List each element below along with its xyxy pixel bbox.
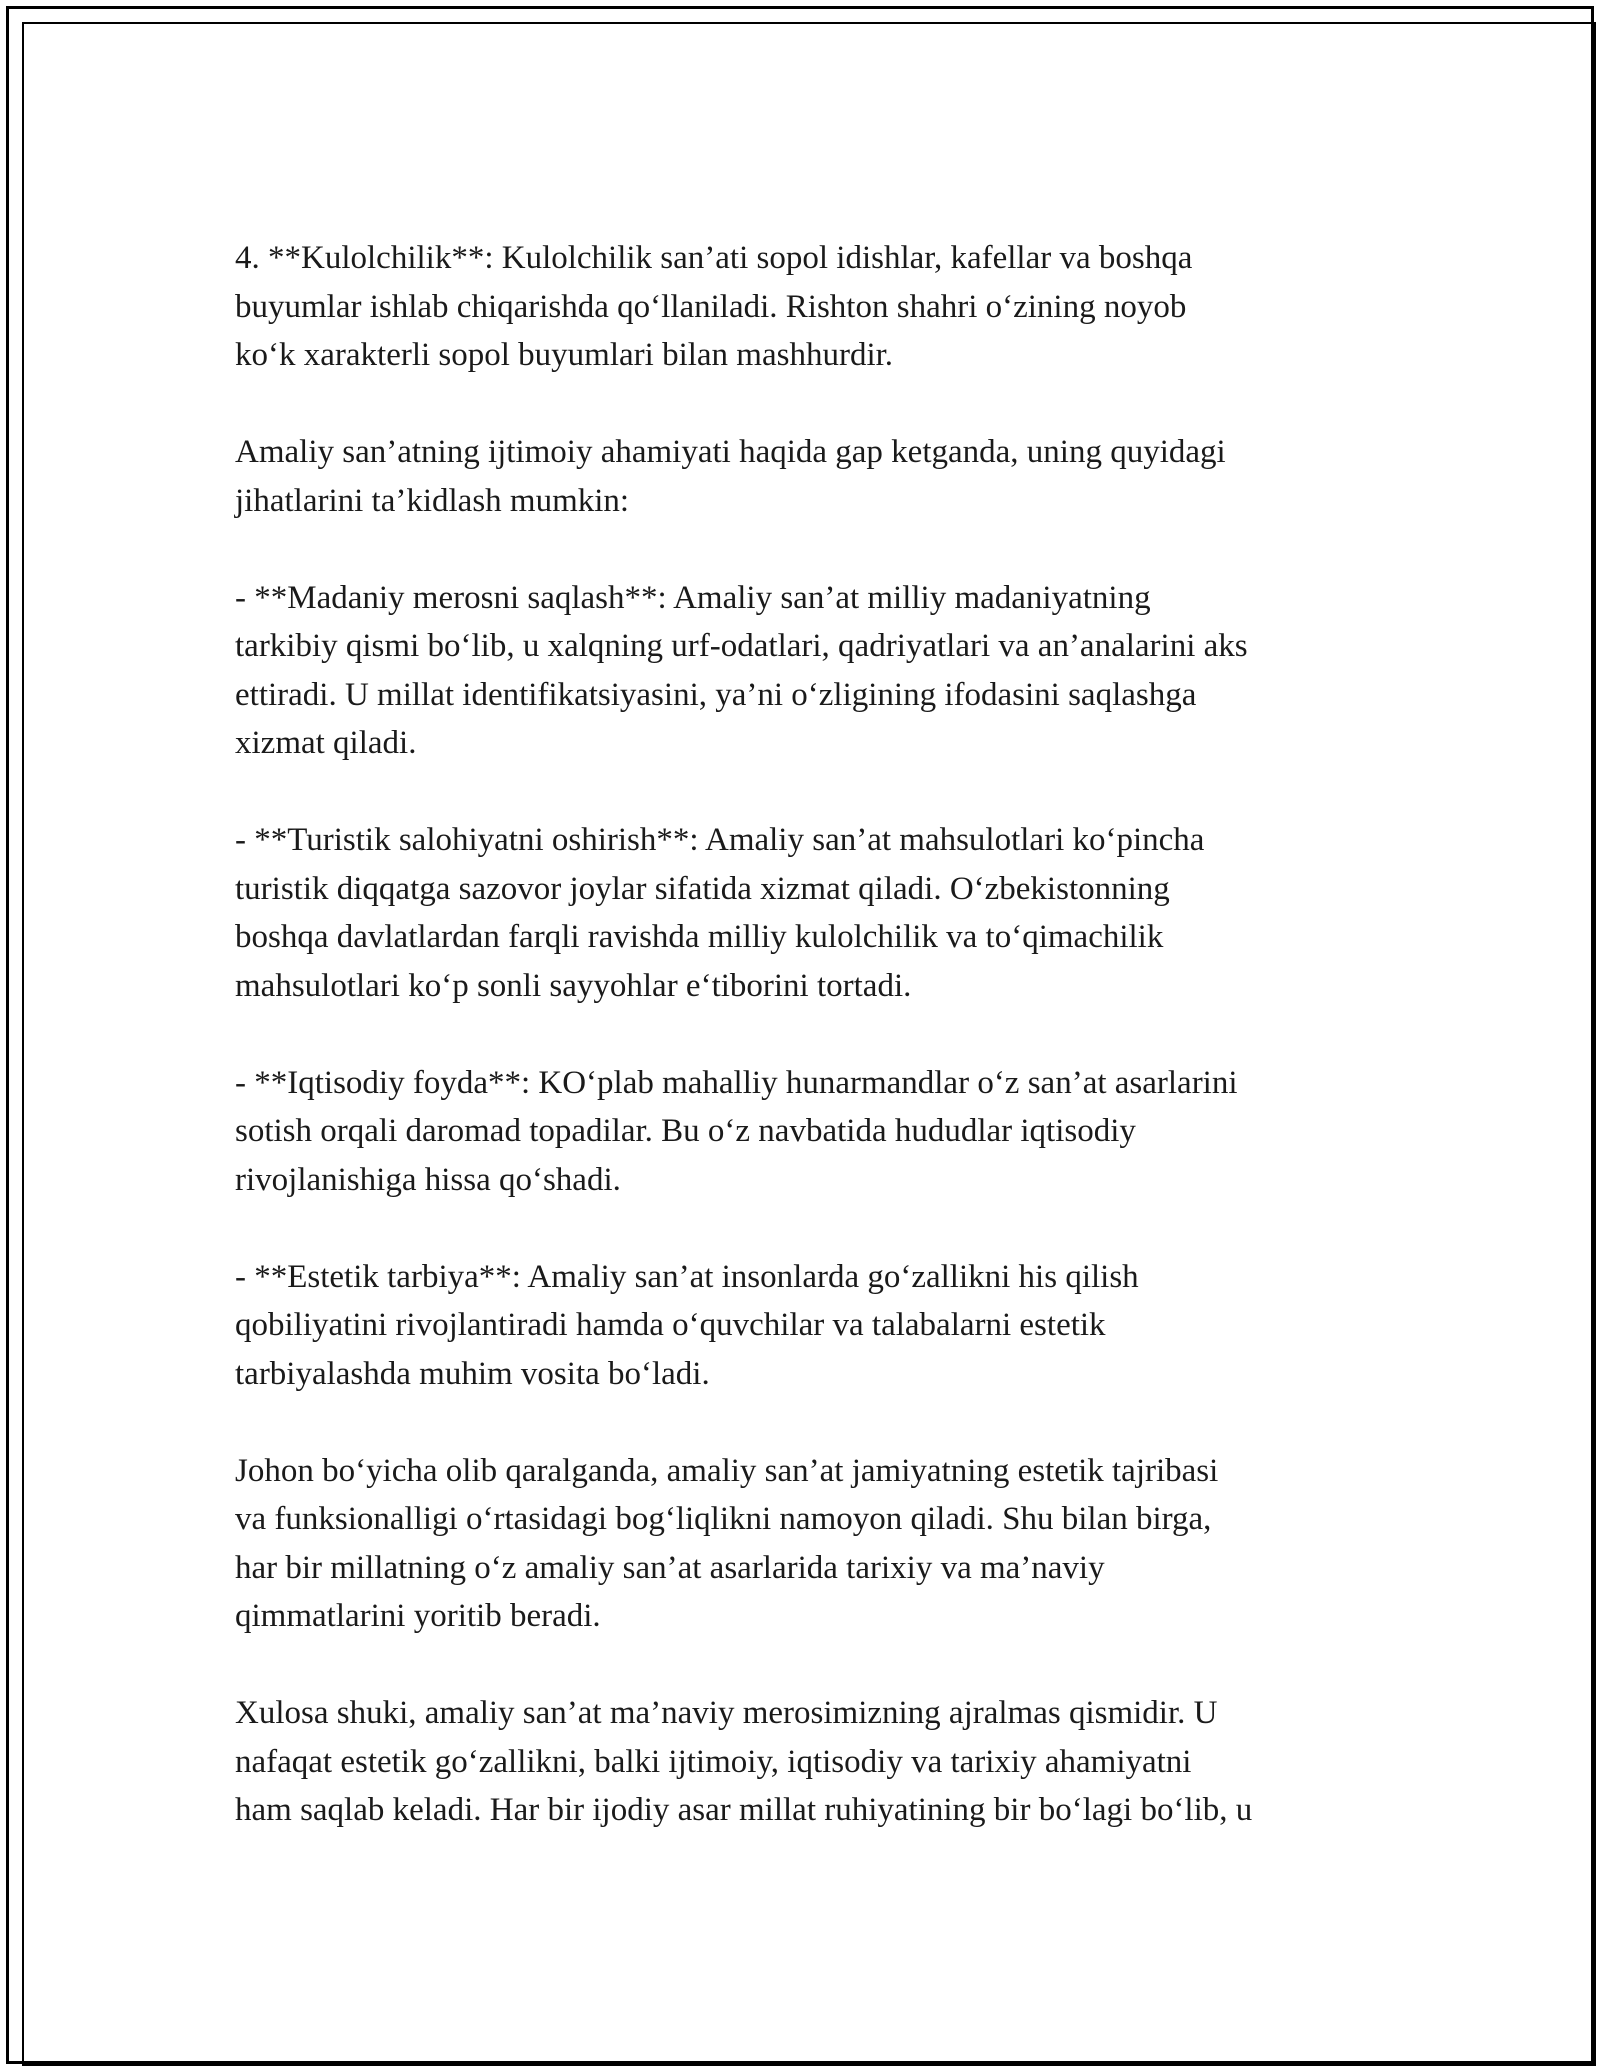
text-line: Amaliy san’atning ijtimoiy ahamiyati haqida gap ketganda, uning quyidagi <box>235 434 1226 470</box>
text-line: - **Iqtisodiy foyda**: KO‘plab mahalliy hunarmandlar o‘z san’at asarlarini <box>235 1064 1238 1101</box>
text-line: - **Estetik tarbiya**: Amaliy san’at insonlarda go‘zallikni his qilish <box>235 1258 1139 1295</box>
text-line: mahsulotlari ko‘p sonli sayyohlar e‘tiborini tortadi. <box>235 967 912 1004</box>
text-line: rivojlanishiga hissa qo‘shadi. <box>235 1161 621 1198</box>
text-line: tarkibiy qismi bo‘lib, u xalqning urf-odatlari, qadriyatlari va an’analarini aks <box>235 628 1248 664</box>
text-line: xizmat qiladi. <box>235 725 417 761</box>
text-line: qimmatlarini yoritib beradi. <box>235 1598 601 1634</box>
paragraph-global-view <box>235 1447 1410 1641</box>
text-line: nafaqat estetik go‘zallikni, balki ijtimoiy, iqtisodiy va tarixiy ahamiyatni <box>235 1743 1192 1780</box>
paragraph-cultural-heritage <box>235 574 1410 768</box>
text-line: sotish orqali daromad topadilar. Bu o‘z navbatida hududlar iqtisodiy <box>235 1113 1136 1149</box>
paragraph-social-importance-intro <box>235 428 1410 525</box>
text-line: Johon bo‘yicha olib qaralganda, amaliy san’at jamiyatning estetik tajribasi <box>235 1452 1219 1489</box>
text-line: tarbiyalashda muhim vosita bo‘ladi. <box>235 1355 710 1392</box>
paragraph-kulolchilik <box>235 234 1410 380</box>
text-line: - **Turistik salohiyatni oshirish**: Amaliy san’at mahsulotlari ko‘pincha <box>235 822 1205 858</box>
text-line: - **Madaniy merosni saqlash**: Amaliy san’at milliy madaniyatning <box>235 579 1151 616</box>
text-line: boshqa davlatlardan farqli ravishda milliy kulolchilik va to‘qimachilik <box>235 919 1164 955</box>
paragraph-aesthetic-education <box>235 1253 1410 1399</box>
text-line: ham saqlab keladi. Har bir ijodiy asar millat ruhiyatining bir bo‘lagi bo‘lib, u <box>235 1792 1253 1828</box>
document-body <box>235 234 1410 1883</box>
paragraph-tourism <box>235 816 1410 1010</box>
text-line: har bir millatning o‘z amaliy san’at asarlarida tarixiy va ma’naviy <box>235 1549 1105 1586</box>
text-line: 4. **Kulolchilik**: Kulolchilik san’ati sopol idishlar, kafellar va boshqa <box>235 240 1193 276</box>
text-line: qobiliyatini rivojlantiradi hamda o‘quvchilar va talabalarni estetik <box>235 1307 1106 1343</box>
text-line: Xulosa shuki, amaliy san’at ma’naviy merosimizning ajralmas qismidir. U <box>235 1695 1218 1731</box>
text-line: buyumlar ishlab chiqarishda qo‘llaniladi. Rishton shahri o‘zining noyob <box>235 288 1187 325</box>
paragraph-economic-benefit <box>235 1059 1410 1205</box>
paragraph-conclusion <box>235 1689 1410 1835</box>
text-line: va funksionalligi o‘rtasidagi bog‘liqlikni namoyon qiladi. Shu bilan birga, <box>235 1501 1212 1537</box>
text-line: ettiradi. U millat identifikatsiyasini, ya’ni o‘zligining ifodasini saqlashga <box>235 676 1197 713</box>
text-line: ko‘k xarakterli sopol buyumlari bilan mashhurdir. <box>235 337 894 373</box>
text-line: turistik diqqatga sazovor joylar sifatida xizmat qiladi. O‘zbekistonning <box>235 870 1170 907</box>
text-line: jihatlarini ta’kidlash mumkin: <box>235 482 630 519</box>
